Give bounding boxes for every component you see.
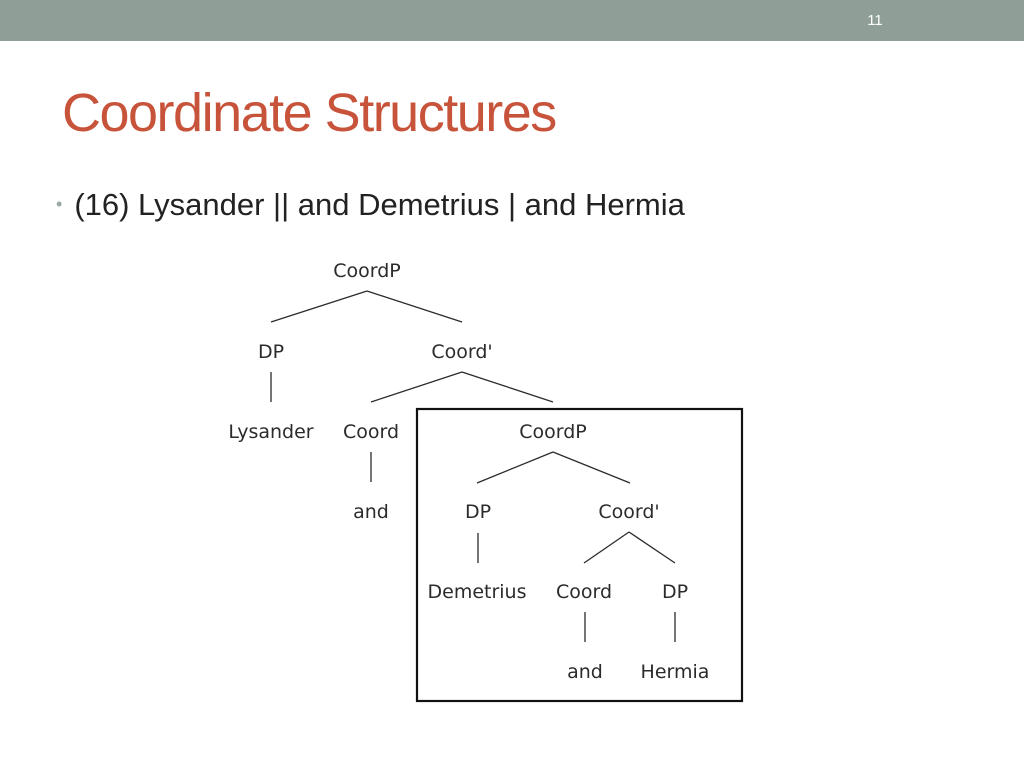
branch-line	[271, 291, 367, 322]
embedded-coordp-box	[417, 409, 742, 701]
node-dp-hermia: DP	[661, 581, 689, 603]
node-coord-inner: Coord	[555, 581, 613, 603]
slide-title: Coordinate Structures	[62, 83, 556, 143]
node-demetrius: Demetrius	[427, 581, 527, 603]
bullet-dot-icon: •	[56, 194, 63, 214]
bullet-text: (16) Lysander || and Demetrius | and Hermia	[74, 187, 685, 222]
branch-line	[629, 532, 675, 563]
slide-number: 11	[867, 12, 883, 29]
branch-line	[477, 452, 553, 483]
branch-line	[553, 452, 630, 483]
node-coordp-inner: CoordP	[519, 421, 587, 443]
node-coordbar-inner: Coord'	[598, 501, 660, 523]
node-and-outer: and	[353, 501, 389, 523]
branch-line	[367, 291, 462, 322]
node-coordp-root: CoordP	[333, 260, 401, 282]
branch-line	[371, 372, 462, 402]
node-and-inner: and	[567, 661, 603, 683]
branch-line	[584, 532, 629, 563]
node-lysander: Lysander	[228, 421, 314, 443]
branch-line	[462, 372, 553, 402]
node-dp-outer: DP	[257, 341, 285, 363]
node-dp-inner: DP	[464, 501, 492, 523]
node-coord-outer: Coord	[342, 421, 400, 443]
node-hermia: Hermia	[640, 661, 710, 683]
node-coordbar-outer: Coord'	[431, 341, 493, 363]
